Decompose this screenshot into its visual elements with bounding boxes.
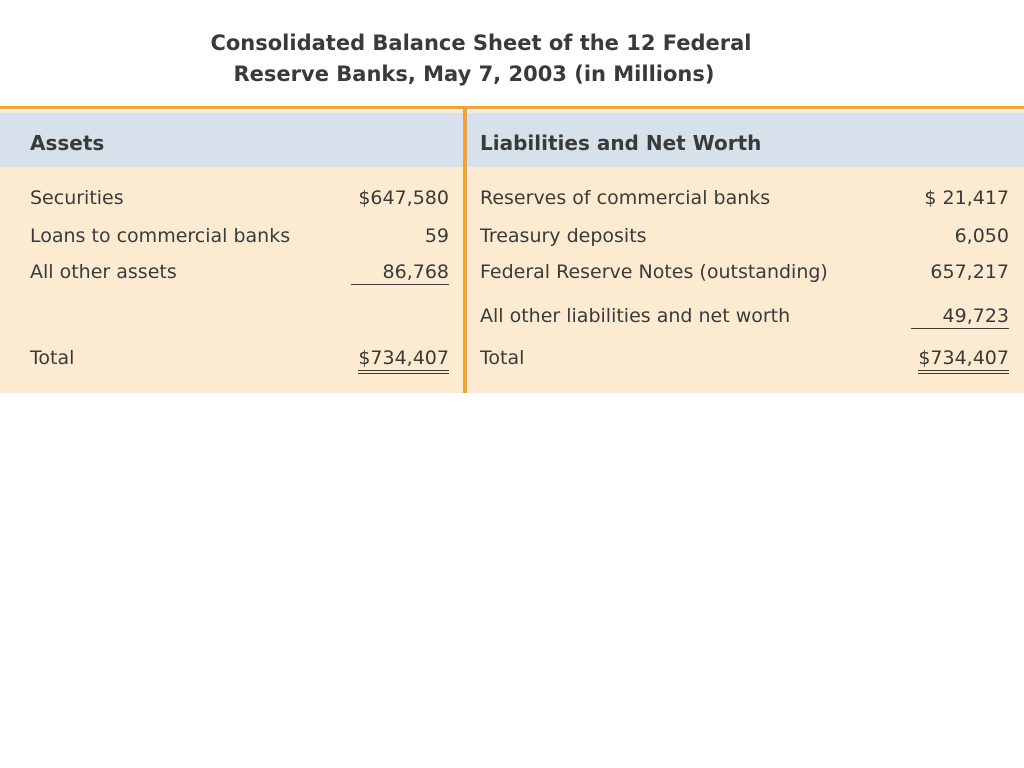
liabilities-row-value: 657,217 (930, 261, 1009, 283)
liabilities-row-value: $ 21,417 (924, 187, 1009, 209)
liabilities-total-value: $734,407 (918, 347, 1009, 374)
column-divider (463, 109, 467, 393)
assets-total-value: $734,407 (358, 347, 449, 374)
liabilities-row-value: 6,050 (954, 225, 1009, 247)
balance-sheet-title (0, 28, 1024, 90)
assets-row-label: All other assets (30, 261, 177, 283)
assets-row-label: Securities (30, 187, 124, 209)
assets-row-label: Loans to commercial banks (30, 225, 291, 247)
assets-row-value: 59 (424, 225, 449, 247)
liabilities-row-label: Treasury deposits (480, 225, 647, 247)
liabilities-row-label: All other liabilities and net worth (480, 305, 791, 327)
assets-header: Assets (30, 131, 105, 155)
title-line-2: Reserve Banks, May 7, 2003 (in Millions) (233, 62, 715, 86)
assets-total-label: Total (30, 347, 75, 369)
liabilities-row-label: Reserves of commercial banks (480, 187, 771, 209)
liabilities-header: Liabilities and Net Worth (480, 131, 762, 155)
balance-sheet-table (0, 106, 1024, 393)
assets-row-value: $647,580 (358, 187, 449, 209)
title-line-1: Consolidated Balance Sheet of the 12 Federal (210, 31, 752, 55)
liabilities-row-value: 49,723 (911, 305, 1009, 329)
liabilities-row-label: Federal Reserve Notes (outstanding) (480, 261, 828, 283)
liabilities-total-label: Total (480, 347, 525, 369)
assets-row-value: 86,768 (351, 261, 449, 285)
